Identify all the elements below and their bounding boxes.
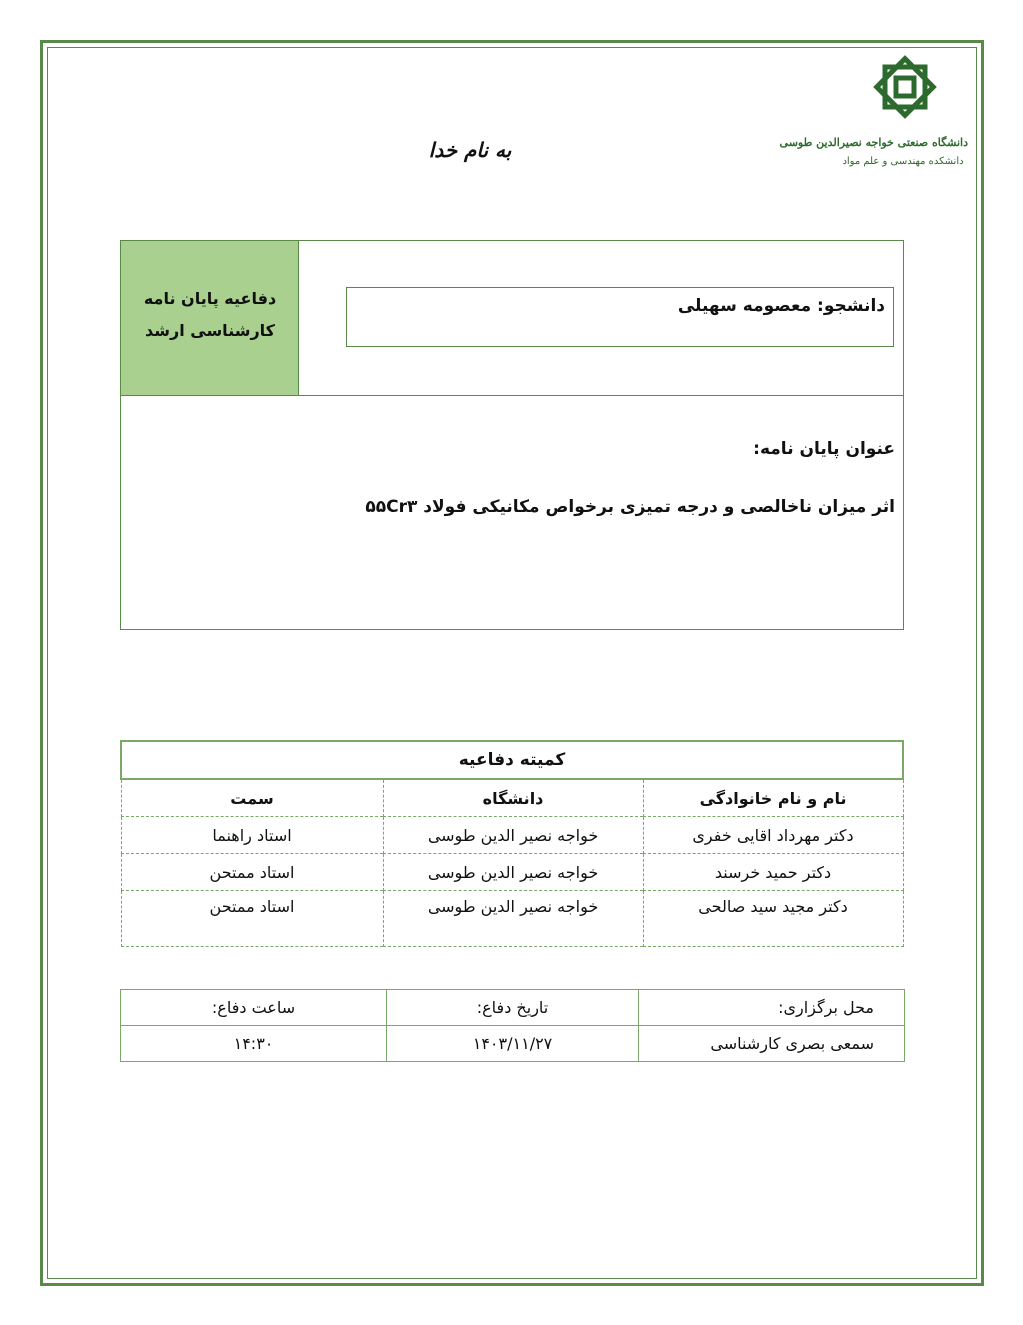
member-role: استاد ممتحن bbox=[121, 854, 383, 891]
committee-header-row bbox=[121, 779, 903, 817]
date-label: تاریخ دفاع: bbox=[387, 990, 639, 1026]
basmala-heading: به نام خدا bbox=[428, 138, 512, 162]
member-university: خواجه نصیر الدین طوسی bbox=[383, 891, 643, 947]
date-value: ۱۴۰۳/۱۱/۲۷ bbox=[387, 1026, 639, 1062]
member-role: استاد ممتحن bbox=[121, 891, 383, 947]
row-divider bbox=[121, 395, 903, 396]
committee-caption: کمیته دفاعیه bbox=[121, 741, 903, 779]
thesis-info-box bbox=[120, 240, 904, 630]
member-name: دکتر حمید خرسند bbox=[643, 854, 903, 891]
defense-info-label-row bbox=[121, 990, 905, 1026]
member-role: استاد راهنما bbox=[121, 817, 383, 854]
defense-type-title bbox=[121, 283, 299, 347]
committee-table bbox=[120, 740, 904, 947]
table-row bbox=[121, 817, 903, 854]
thesis-title: اثر میزان ناخالصی و درجه تمیزی برخواص مکانیکی فولاد ۵۵Cr۳ bbox=[365, 497, 895, 517]
defense-info-value-row bbox=[121, 1026, 905, 1062]
header-name: نام و نام خانوادگی bbox=[643, 779, 903, 817]
table-row bbox=[121, 854, 903, 891]
university-emblem-icon bbox=[872, 54, 938, 120]
member-university: خواجه نصیر الدین طوسی bbox=[383, 854, 643, 891]
committee-caption-row bbox=[121, 741, 903, 779]
faculty-name: دانشکده مهندسی و علم مواد bbox=[842, 156, 964, 167]
university-logo bbox=[779, 52, 968, 192]
defense-info-table bbox=[120, 989, 905, 1062]
student-name: دانشجو: معصومه سهیلی bbox=[677, 296, 885, 316]
venue-label: محل برگزاری: bbox=[639, 990, 905, 1026]
table-row bbox=[121, 891, 903, 947]
time-value: ۱۴:۳۰ bbox=[121, 1026, 387, 1062]
defense-type-cell bbox=[121, 241, 299, 396]
university-name: دانشگاه صنعتی خواجه نصیرالدین طوسی bbox=[779, 136, 968, 149]
page-border-inner bbox=[47, 47, 977, 1279]
venue-value: سمعی بصری کارشناسی bbox=[639, 1026, 905, 1062]
member-name: دکتر مهرداد اقایی خفری bbox=[643, 817, 903, 854]
member-university: خواجه نصیر الدین طوسی bbox=[383, 817, 643, 854]
defense-type-line1: دفاعیه پایان نامه bbox=[143, 289, 277, 308]
member-name: دکتر مجید سید صالحی bbox=[643, 891, 903, 947]
time-label: ساعت دفاع: bbox=[121, 990, 387, 1026]
header-university: دانشگاه bbox=[383, 779, 643, 817]
header-role: سمت bbox=[121, 779, 383, 817]
student-box bbox=[346, 287, 894, 347]
thesis-title-label: عنوان پایان نامه: bbox=[753, 439, 895, 459]
defense-type-line2: کارشناسی ارشد bbox=[145, 321, 275, 340]
